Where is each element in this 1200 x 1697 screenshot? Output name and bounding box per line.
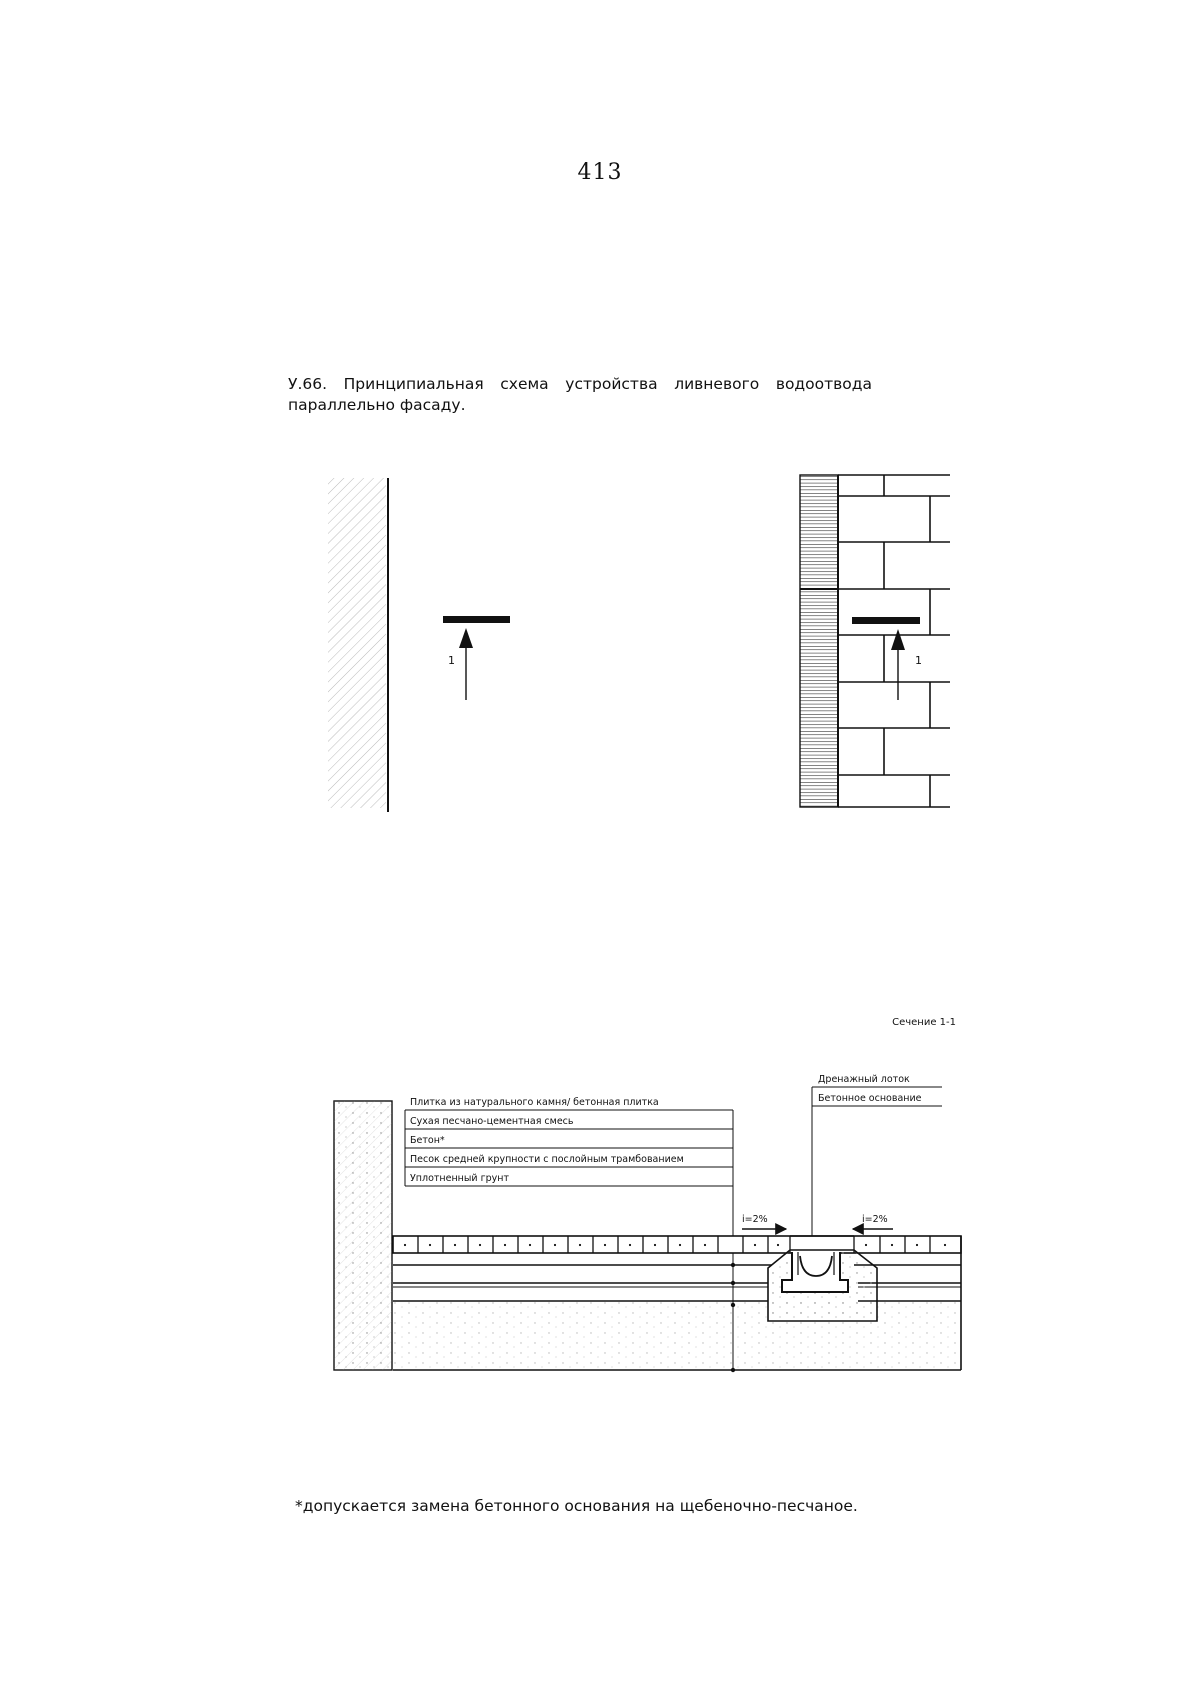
section-title: Сечение 1-1 [892,1017,956,1028]
layer-label: Сухая песчано-цементная смесь [410,1116,574,1127]
slope-right [853,1214,893,1229]
plan-marker-left: 1 [448,654,455,667]
channel-label: Бетонное основание [818,1093,922,1104]
channel-label: Дренажный лоток [818,1074,910,1085]
caption-word: водоотвода [775,375,872,393]
svg-text:i=2%: i=2% [742,1214,768,1225]
layer-label: Песок средней крупности с послойным трамбованием [410,1154,684,1165]
plan-marker-right: 1 [915,654,922,667]
plan-drain-channel-right [852,617,920,700]
layer-label: Бетон* [410,1135,445,1146]
page-number: 413 [577,160,623,185]
plan-brick-facade [800,475,950,807]
section-view [334,1017,961,1372]
paving-layer [393,1236,961,1253]
caption-line-2: параллельно фасаду. [288,396,466,414]
plan-view [328,475,950,812]
plan-facade-wall [328,478,388,812]
svg-text:i=2%: i=2% [862,1214,888,1225]
layer-label: Уплотненный грунт [410,1173,509,1184]
slope-left [742,1214,786,1229]
caption-word: У.66. [288,375,328,393]
layer-label: Плитка из натурального камня/ бетонная плитка [410,1097,659,1108]
caption-word: Принципиальная [343,375,484,393]
footnote: *допускается замена бетонного основания на щебеночно-песчаное. [295,1497,858,1515]
caption-word: устройства [565,375,658,393]
caption-word: схема [500,375,549,393]
caption-word: ливневого [674,375,760,393]
